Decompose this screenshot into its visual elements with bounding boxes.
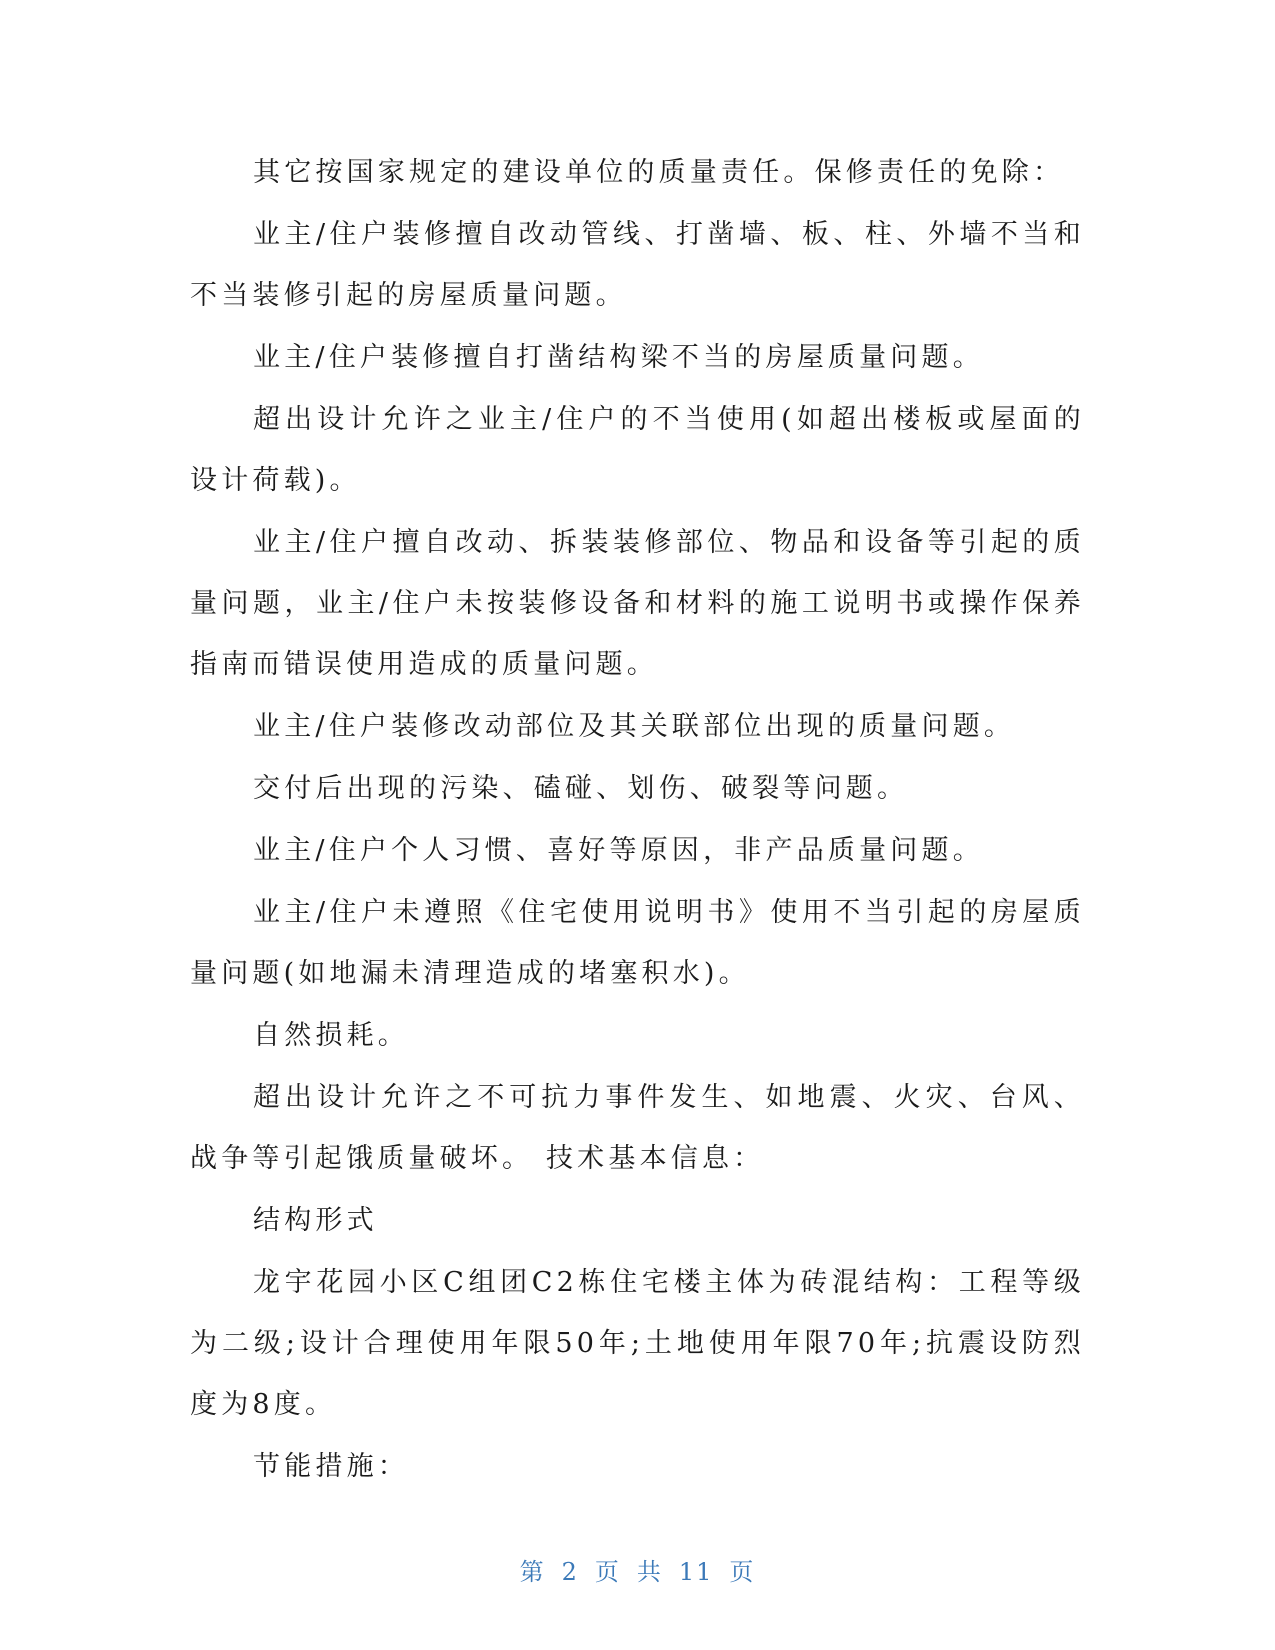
paragraph: 结构形式 bbox=[253, 1205, 378, 1236]
paragraph: 业主/住户装修擅自打凿结构梁不当的房屋质量问题。 bbox=[253, 342, 984, 373]
paragraph: 超出设计允许之不可抗力事件发生、如地震、火灾、台风、战争等引起饿质量破坏。 技术基本信息： bbox=[190, 1082, 1085, 1174]
paragraph: 业主/住户装修擅自改动管线、打凿墙、板、柱、外墙不当和不当装修引起的房屋质量问题。 bbox=[190, 219, 1085, 311]
page-footer bbox=[0, 1552, 1275, 1587]
total-pages: 11 bbox=[678, 1558, 714, 1586]
page-number: 2 bbox=[561, 1558, 579, 1586]
paragraph: 业主/住户擅自改动、拆装装修部位、物品和设备等引起的质量问题，业主/住户未按装修设备和材料的施工说明书或操作保养指南而错误使用造成的质量问题。 bbox=[190, 527, 1085, 680]
paragraph: 业主/住户装修改动部位及其关联部位出现的质量问题。 bbox=[253, 711, 1016, 742]
paragraph: 交付后出现的污染、磕碰、划伤、破裂等问题。 bbox=[253, 773, 909, 804]
paragraph: 自然损耗。 bbox=[253, 1020, 409, 1051]
document-body bbox=[190, 142, 1085, 1498]
footer-total-prefix: 共 bbox=[636, 1558, 663, 1586]
paragraph: 龙宇花园小区C组团C2栋住宅楼主体为砖混结构：工程等级为二级;设计合理使用年限50年;土地使用年限70年;抗震设防烈度为8度。 bbox=[190, 1267, 1085, 1420]
footer-prefix: 第 bbox=[519, 1558, 546, 1586]
paragraph: 超出设计允许之业主/住户的不当使用(如超出楼板或屋面的设计荷载)。 bbox=[190, 404, 1085, 496]
paragraph: 节能措施： bbox=[253, 1451, 409, 1482]
paragraph: 其它按国家规定的建设单位的质量责任。保修责任的免除： bbox=[253, 157, 1065, 188]
paragraph: 业主/住户个人习惯、喜好等原因，非产品质量问题。 bbox=[253, 835, 984, 866]
footer-total-unit: 页 bbox=[729, 1558, 756, 1586]
paragraph: 业主/住户未遵照《住宅使用说明书》使用不当引起的房屋质量问题(如地漏未清理造成的堵塞积水)。 bbox=[190, 897, 1085, 989]
footer-page-unit: 页 bbox=[594, 1558, 621, 1586]
